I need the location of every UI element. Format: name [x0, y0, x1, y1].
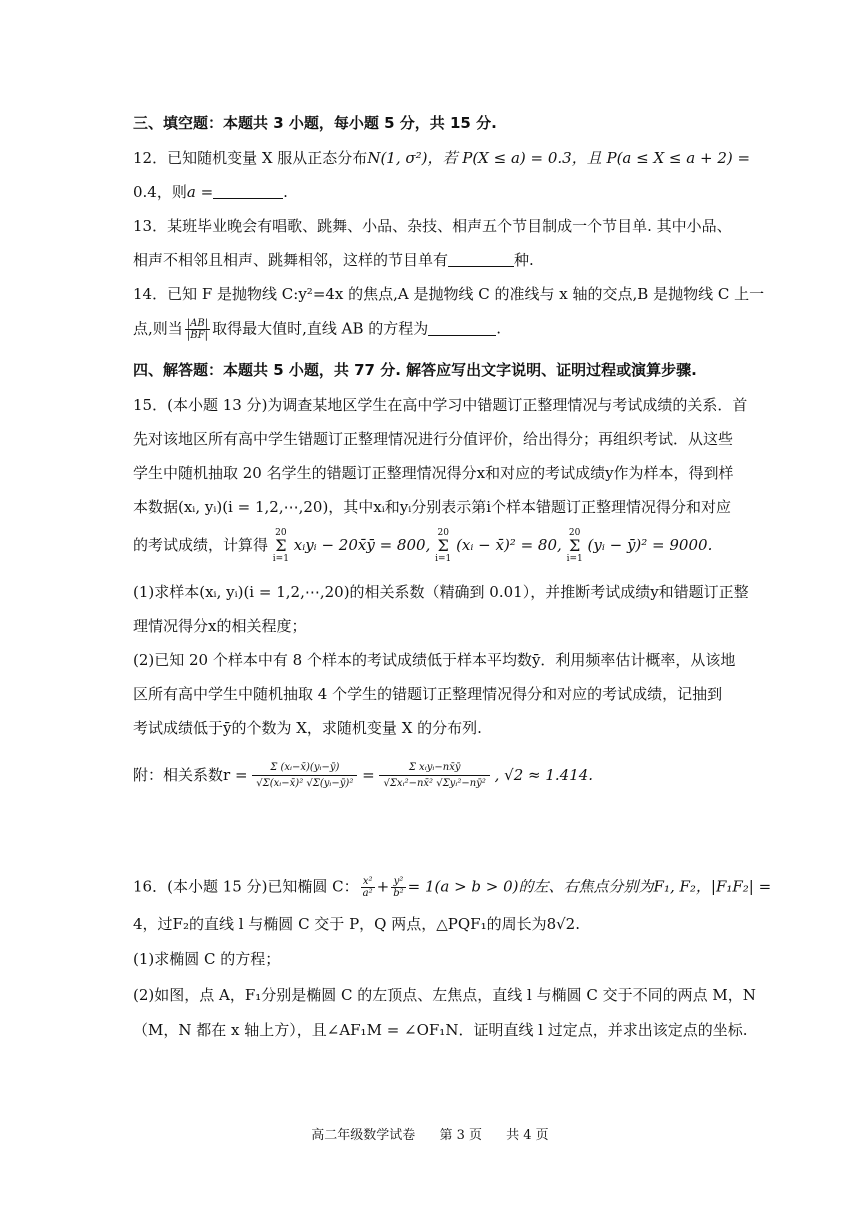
q15-line-4: 本数据(xᵢ, yᵢ)(i = 1,2,⋯,20)，其中xᵢ和yᵢ分别表示第i个样本错题订正整理情况得分和对应	[133, 498, 732, 516]
section-3-heading: 三、填空题：本题共 3 小题，每小题 5 分，共 15 分.	[133, 114, 497, 132]
q12-line-2: 0.4，则a = .	[133, 183, 288, 201]
ellipse-fraction-x: $\frac{\text{x²}}{\text{a²}}$	[362, 876, 373, 899]
formula-fraction-2: Σ xᵢyᵢ−nx̄ȳ √Σxᵢ²−nx̄² √Σyᵢ²−nȳ²	[379, 762, 489, 790]
sum-symbol: 20 Σ i=1	[272, 528, 289, 564]
q15-line-2: 先对该地区所有高中学生错题订正整理情况进行分值评价，给出得分；再组织考试．从这些	[133, 430, 734, 448]
sum-symbol: 20 Σ i=1	[566, 528, 583, 564]
q15-part-2-line-2: 区所有高中学生中随机抽取 4 个学生的错题订正整理情况得分和对应的考试成绩，记抽到	[133, 685, 723, 703]
page-footer	[0, 1124, 860, 1143]
q15-part-2-line-3: 考试成绩低于ȳ的个数为 X，求随机变量 X 的分布列.	[133, 719, 482, 737]
q14-line-2: 点,则当 $\frac{|AB|}{|BF|}$ 取得最大值时,直线 AB 的方程为 .	[133, 318, 502, 341]
q13-line-2: 相声不相邻且相声、跳舞相邻，这样的节目单有 种.	[133, 251, 534, 269]
footer-page-total: 共 4 页	[506, 1128, 549, 1143]
answer-blank[interactable]	[213, 183, 283, 199]
section-4-heading: 四、解答题：本题共 5 小题，共 77 分. 解答应写出文字说明、证明过程或演算步骤.	[133, 361, 697, 379]
correlation-formula: 附：相关系数r = $\frac{\text{Σ (xᵢ−x̄)(yᵢ−ȳ)}}{\text{√Σ(xᵢ−x̄)² √Σ(yᵢ−ȳ)²}}$ = Σ xᵢyᵢ−nx̄ȳ √Σxᵢ²−nx̄² √Σyᵢ²−nȳ² , √2 ≈ 1.414.	[133, 762, 594, 789]
q14-line-1: 14．已知 F 是抛物线 C:y²=4x 的焦点,A 是抛物线 C 的准线与 x 轴的交点,B 是抛物线 C 上一	[133, 285, 765, 303]
q15-part-1-line-2: 理情况得分x的相关程度；	[133, 617, 307, 635]
answer-blank[interactable]	[448, 251, 514, 267]
q15-line-1: 15．(本小题 13 分)为调查某地区学生在高中学习中错题订正整理情况与考试成绩的关系．首	[133, 396, 748, 414]
q16-part-1: (1)求椭圆 C 的方程；	[133, 950, 281, 968]
footer-page-number: 第 3 页	[439, 1128, 482, 1143]
q16-part-2-line-1: (2)如图，点 A，F₁分别是椭圆 C 的左顶点、左焦点，直线 l 与椭圆 C 交于不同的两点 M，N	[133, 986, 756, 1004]
q13-line-1: 13．某班毕业晚会有唱歌、跳舞、小品、杂技、相声五个节目制成一个节目单. 其中小品、	[133, 217, 732, 235]
q15-line-3: 学生中随机抽取 20 名学生的错题订正整理情况得分x和对应的考试成绩y作为样本，得到样	[133, 464, 734, 482]
ellipse-fraction-y: $\frac{\text{y²}}{\text{b²}}$	[393, 876, 404, 899]
q16-line-2: 4，过F₂的直线 l 与椭圆 C 交于 P，Q 两点，△PQF₁的周长为8√2.	[133, 915, 580, 933]
q15-line-5: 的考试成绩，计算得 20 Σ i=1 xᵢyᵢ − 20x̄ȳ = 800, 20 Σ i=1 (xᵢ − x̄)² = 80, 20 Σ i=1 (yᵢ − ȳ)² = 9000.	[133, 528, 713, 564]
q12-line-1: 12．已知随机变量 X 服从正态分布N(1, σ²)，若 P(X ≤ a) = 0.3，且 P(a ≤ X ≤ a + 2) =	[133, 149, 751, 167]
sum-symbol: 20 Σ i=1	[435, 528, 452, 564]
footer-title: 高二年级数学试卷	[311, 1128, 416, 1143]
formula-fraction-1: $\frac{\text{Σ (xᵢ−x̄)(yᵢ−ȳ)}}{\text{√Σ(xᵢ−x̄)² √Σ(yᵢ−ȳ)²}}$	[252, 762, 357, 790]
q16-line-1: 16．(本小题 15 分)已知椭圆 C： $\frac{\text{x²}}{\text{a²}}$ + $\frac{\text{y²}}{\text{b²}}$ = 1(a > b > 0)的左、右焦点分别为F₁, F₂，|F₁F₂| =	[133, 876, 772, 899]
q16-part-2-line-2: （M，N 都在 x 轴上方），且∠AF₁M = ∠OF₁N．证明直线 l 过定点，并求出该定点的坐标.	[133, 1021, 748, 1039]
q15-part-1-line-1: (1)求样本(xᵢ, yᵢ)(i = 1,2,⋯,20)的相关系数（精确到 0.01），并推断考试成绩y和错题订正整	[133, 583, 749, 601]
ratio-fraction: $\frac{|AB|}{|BF|}$	[186, 318, 209, 341]
q15-part-2-line-1: (2)已知 20 个样本中有 8 个样本的考试成绩低于样本平均数ȳ．利用频率估计概率，从该地	[133, 651, 736, 669]
answer-blank[interactable]	[428, 320, 496, 336]
